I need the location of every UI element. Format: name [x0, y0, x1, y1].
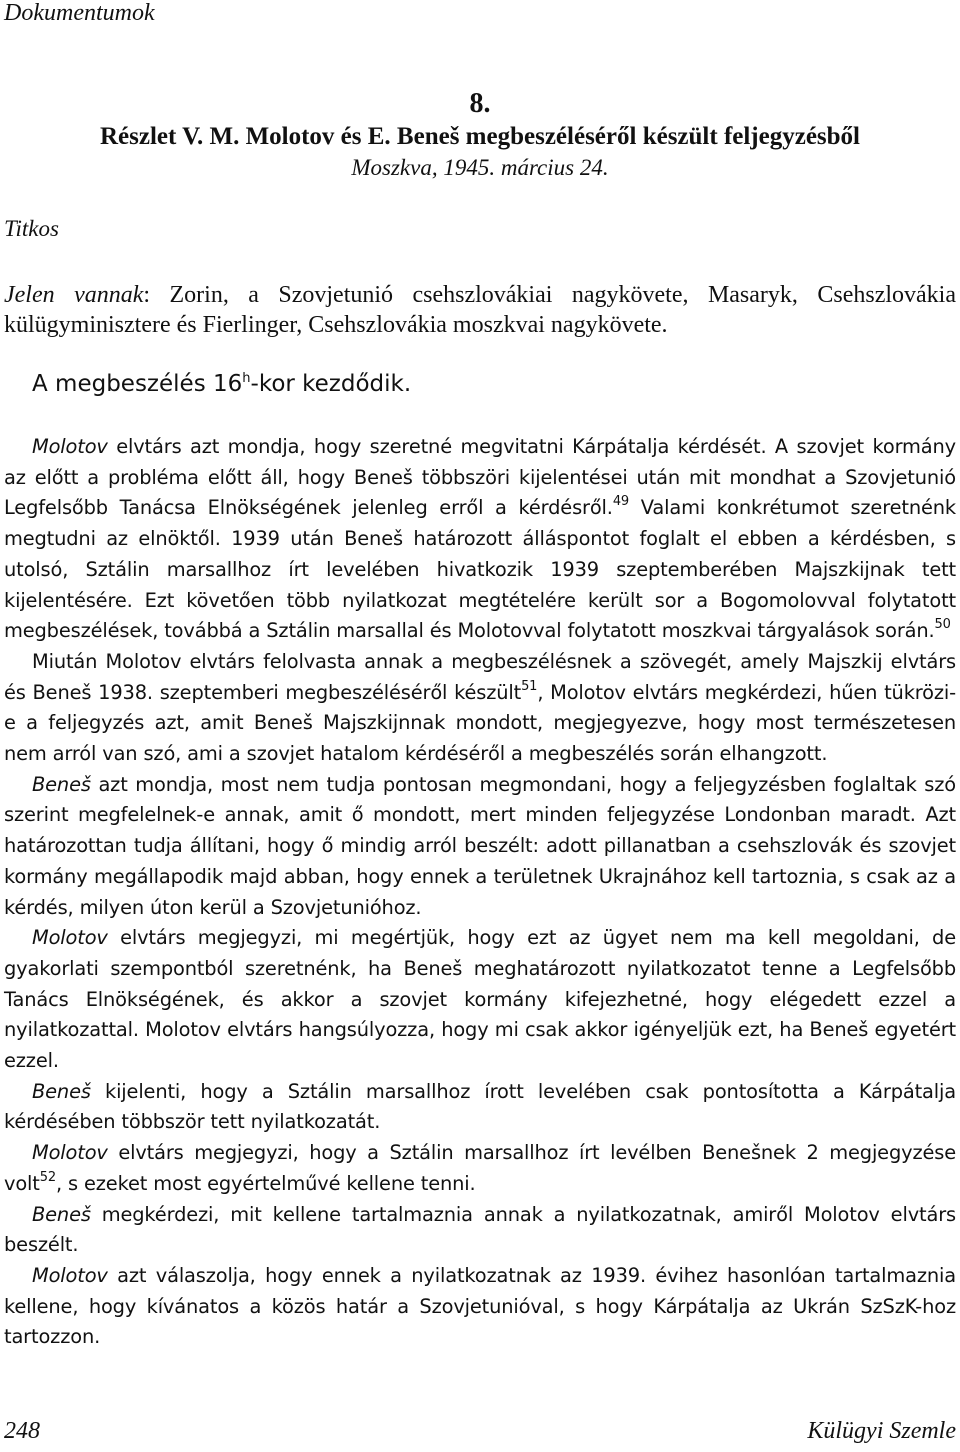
document-number: 8. [469, 88, 491, 119]
paragraph [4, 1077, 956, 1138]
page-number: 248 [4, 1418, 40, 1444]
footnote-ref: 49 [612, 494, 630, 510]
paragraph [4, 923, 956, 1077]
attendees-paragraph [4, 280, 956, 340]
paragraph [4, 1138, 956, 1199]
paragraph-text: azt mondja, most nem tudja pontosan megmondani, hogy a feljegyzésben foglaltak szó szerint megfelelnek-e annak, amit ő mondott, mert minden feljegyzése Londonban maradt. Azt határozottan tudja állítani, hogy ő mindig arról beszélt: adott pillanatban a csehszlovák és szovjet kormány megállapodik majd abban, hogy ennek a területnek Ukrajnához kell tartoznia, s csak az a kérdés, milyen úton kerül a Szovjetunióhoz. [4, 772, 956, 919]
paragraph-text: elvtárs megjegyzi, hogy a Sztálin marsallhoz írt levélben Benešnek 2 megjegyzése volt [4, 1141, 956, 1195]
paragraph-text: elvtárs megjegyzi, mi megértjük, hogy ezt az ügyet nem ma kell megoldani, de gyakorlati szempontból szeretnénk, ha Beneš meghatározott nyilatkozatot tenne a Legfelsőbb Tanács Elnökségének, és akkor a szovjet kormány kifejezhetné, hogy elégedett ezzel a nyilatkozattal. Molotov elvtárs hangsúlyozza, hogy mi csak akkor igényeljük ezt, ha Beneš egyetért ezzel. [4, 926, 956, 1073]
paragraph-text: elvtárs azt mondja, hogy szeretné megvitatni Kárpátalja kérdését. A szovjet kormány az előtt a probléma előtt áll, hogy Beneš többszöri kijelentései után mit mondhat a Szovjetunió Legfelsőbb Tanácsa Elnökségének jelenleg erről a kérdésről. [4, 435, 956, 520]
minutes-body [4, 432, 956, 1353]
attendees-label: Jelen vannak [4, 282, 144, 308]
footnote-ref: 51 [521, 678, 538, 694]
footnote-ref: 50 [934, 617, 951, 633]
paragraph-text: , s ezeket most egyértelművé kellene tenni. [55, 1171, 476, 1195]
paragraph-text: Valami konkrétumot szeretnénk megtudni az elnöktől. 1939 után Beneš határozott álláspontot foglalt el ebben a kérdésben, s utolsó, Sztálin marsallhoz írt levelében hivatkozik 1939 szeptemberében Majszkijnak tett kijelentésére. Ezt követően több nyilatkozat megtételére került sor a Bogomolovval folytatott megbeszélések, továbbá a Sztálin marsallal és Molotovval folytatott moszkvai tárgyalások során. [4, 496, 956, 643]
paragraph [4, 770, 956, 924]
speaker-name: Molotov [32, 1263, 108, 1287]
speaker-name: Beneš [32, 1202, 91, 1226]
start-hour-superscript: h [242, 371, 251, 386]
start-text: A megbeszélés 16 [32, 371, 243, 397]
document-place-date: Moszkva, 1945. március 24. [351, 155, 609, 180]
paragraph [4, 1200, 956, 1261]
speaker-name: Beneš [32, 1079, 91, 1103]
paragraph [4, 432, 956, 647]
paragraph [4, 647, 956, 770]
paragraph [4, 1261, 956, 1353]
footnote-ref: 52 [39, 1169, 56, 1185]
meeting-start-line [32, 371, 411, 397]
paragraph-text: Miután Molotov elvtárs felolvasta annak a megbeszélésnek a szövegét, amely Majszkij elvtárs és Beneš 1938. szeptemberi megbeszéléséről készült [4, 649, 956, 704]
speaker-name: Beneš [32, 772, 91, 796]
speaker-name: Molotov [32, 1141, 108, 1165]
paragraph-text: megkérdezi, mit kellene tartalmaznia annak a nyilatkozatnak, amiről Molotov elvtárs beszélt. [4, 1202, 956, 1257]
speaker-name: Molotov [32, 926, 108, 950]
speaker-name: Molotov [32, 435, 108, 458]
paragraph-text: azt válaszolja, hogy ennek a nyilatkozatnak az 1939. évihez hasonlóan tartalmaznia kellene, hogy kívánatos a közös határ a Szovjetunióval, s hogy Kárpátalja az Ukrán SzSzK-hoz tartozzon. [4, 1263, 956, 1349]
journal-name: Külügyi Szemle [807, 1418, 956, 1444]
start-text-end: -kor kezdődik. [250, 371, 412, 397]
document-title: Részlet V. M. Molotov és E. Beneš megbeszéléséről készült feljegyzésből [100, 123, 860, 150]
running-header: Dokumentumok [4, 0, 155, 26]
paragraph-text: kijelenti, hogy a Sztálin marsallhoz írott levelében csak pontosította a Kárpátalja kérdésében többször tett nyilatkozatát. [4, 1079, 956, 1134]
attendees-text: : Zorin, a Szovjetunió csehszlovákiai nagykövete, Masaryk, Csehszlovákia külügyminisztere és Fierlinger, Csehszlovákia moszkvai nagykövete. [4, 282, 956, 338]
classification-label: Titkos [4, 216, 59, 241]
paragraph-text: , Molotov elvtárs megkérdezi, hűen tükrözi-e a feljegyzés azt, amit Beneš Majszkijnnak mondott, megjegyezve, hogy most természetesen nem arról van szó, ami a szovjet hatalom kérdéséről a megbeszélés során elhangzott. [4, 680, 956, 766]
